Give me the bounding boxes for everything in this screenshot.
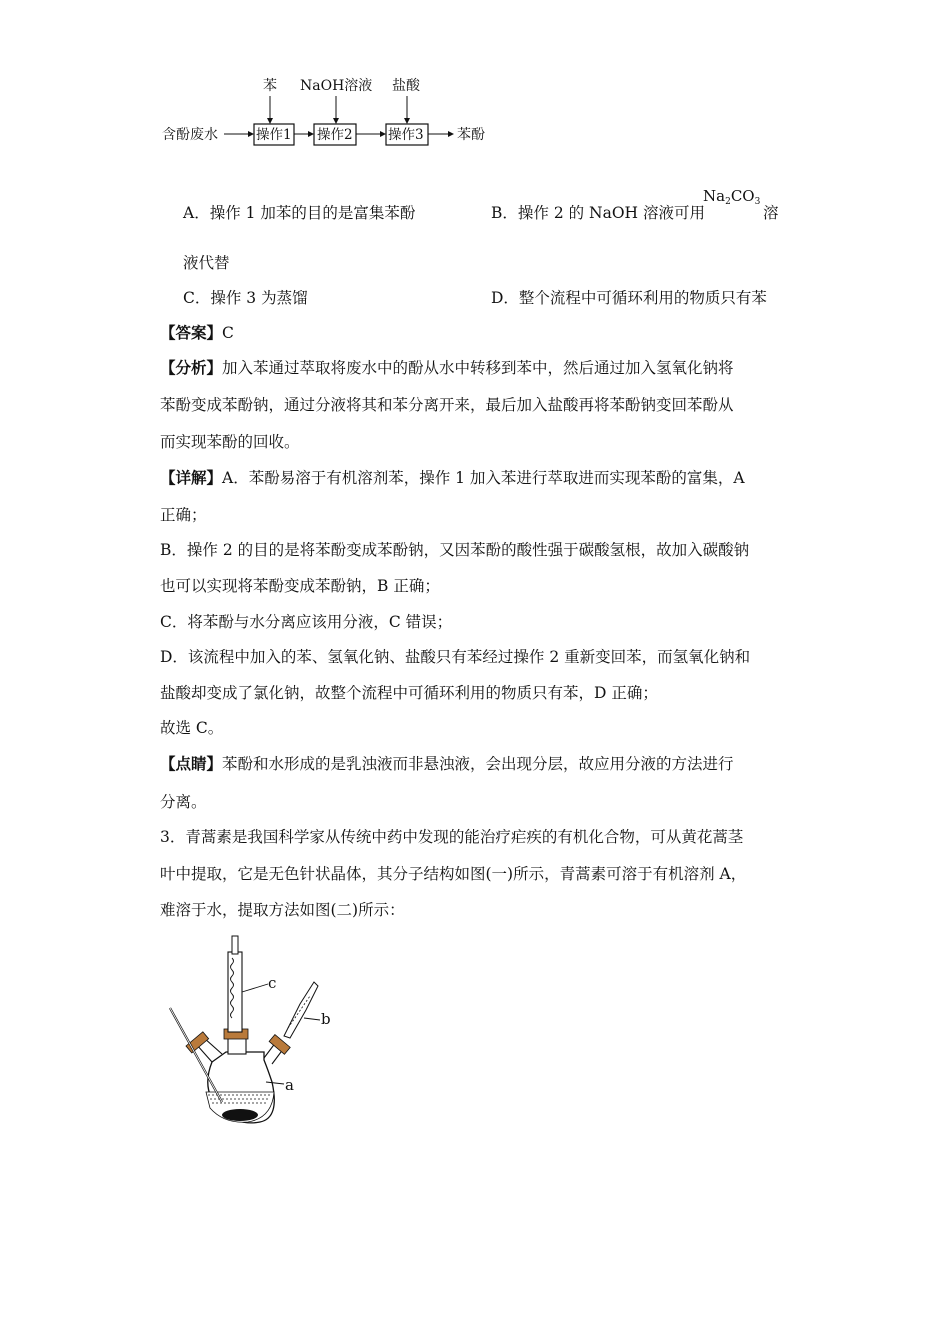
detail-line-2: 正确； xyxy=(160,506,207,524)
extraction-apparatus-diagram xyxy=(160,932,350,1132)
flow-end-label: 苯酚 xyxy=(457,127,485,143)
label-a: a xyxy=(285,1076,294,1094)
detail-line-7: 盐酸却变成了氯化钠，故整个流程中可循环利用的物质只有苯，D 正确； xyxy=(160,684,658,702)
tip-line-2: 分离。 xyxy=(160,793,207,811)
answer-value: C xyxy=(222,324,234,342)
flow-step-1-label: 操作1 xyxy=(256,127,292,143)
flow-step-3-label: 操作3 xyxy=(388,127,424,143)
process-flowchart xyxy=(160,72,500,152)
reagent-1-label: 苯 xyxy=(263,78,277,94)
option-b-text: B．操作 2 的 NaOH 溶液可用 xyxy=(491,204,705,222)
analysis-line-2: 苯酚变成苯酚钠，通过分液将其和苯分离开来，最后加入盐酸再将苯酚钠变回苯酚从 xyxy=(160,396,734,414)
flow-step-2-label: 操作2 xyxy=(317,127,353,143)
flow-start-label: 含酚废水 xyxy=(162,127,218,143)
answer-line xyxy=(160,321,234,343)
question3-line-1: 3．青蒿素是我国科学家从传统中药中发现的能治疗疟疾的有机化合物，可从黄花蒿茎 xyxy=(160,828,744,846)
detail-label: 【详解】 xyxy=(160,468,223,487)
detail-line-3: B．操作 2 的目的是将苯酚变成苯酚钠，又因苯酚的酸性强于碳酸氢根，故加入碳酸钠 xyxy=(160,541,750,559)
option-b-continuation: 液代替 xyxy=(183,254,230,272)
answer-label: 【答案】 xyxy=(160,323,223,342)
tip-line-1: 【点睛】苯酚和水形成的是乳浊液而非悬浊液，会出现分层，故应用分液的方法进行 xyxy=(160,754,734,773)
question3-line-3: 难溶于水，提取方法如图(二)所示： xyxy=(160,901,405,919)
reagent-3-label: 盐酸 xyxy=(392,78,420,94)
option-c: C．操作 3 为蒸馏 xyxy=(183,289,308,307)
option-b-tail: 溶 xyxy=(763,204,779,222)
option-b xyxy=(491,201,705,223)
option-a: A．操作 1 加苯的目的是富集苯酚 xyxy=(183,204,416,222)
analysis-label: 【分析】 xyxy=(160,358,223,377)
detail-line-8: 故选 C。 xyxy=(160,719,224,737)
tip-label: 【点睛】 xyxy=(160,754,223,773)
question3-line-2: 叶中提取，它是无色针状晶体，其分子结构如图(一)所示，青蒿素可溶于有机溶剂 A， xyxy=(160,865,747,883)
detail-line-4: 也可以实现将苯酚变成苯酚钠，B 正确； xyxy=(160,577,440,595)
label-c: c xyxy=(268,974,277,992)
na2co3-formula: $Na_2CO_3$ xyxy=(703,187,761,207)
detail-line-1: 【详解】A．苯酚易溶于有机溶剂苯，操作 1 加入苯进行萃取进而实现苯酚的富集，A xyxy=(160,468,745,487)
reagent-2-label: NaOH溶液 xyxy=(300,78,373,94)
analysis-line-3: 而实现苯酚的回收。 xyxy=(160,433,300,451)
analysis-line-1: 【分析】加入苯通过萃取将废水中的酚从水中转移到苯中，然后通过加入氢氧化钠将 xyxy=(160,358,734,377)
detail-line-6: D．该流程中加入的苯、氢氧化钠、盐酸只有苯经过操作 2 重新变回苯，而氢氧化钠和 xyxy=(160,648,751,666)
detail-line-5: C．将苯酚与水分离应该用分液，C 错误； xyxy=(160,613,453,631)
option-d: D．整个流程中可循环利用的物质只有苯 xyxy=(491,289,767,307)
label-b: b xyxy=(321,1010,331,1028)
